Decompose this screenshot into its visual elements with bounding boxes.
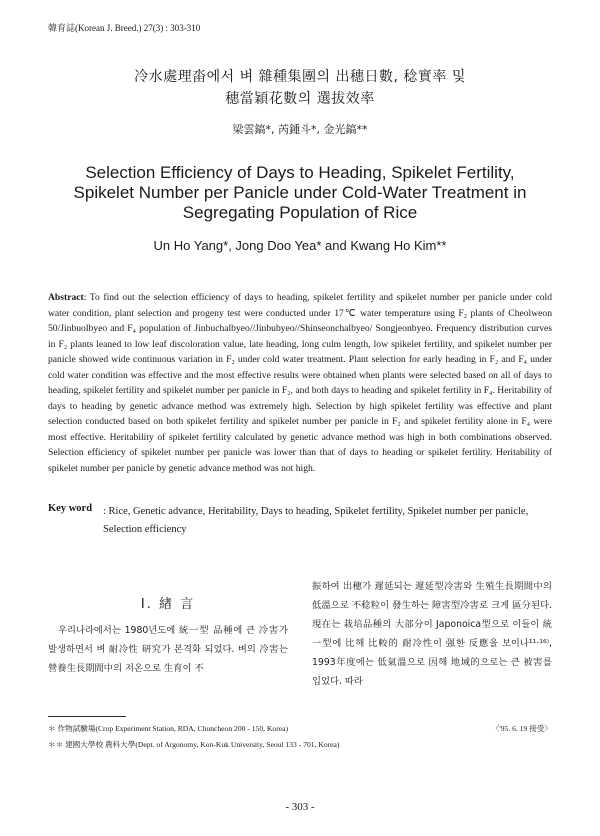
english-title-line-2: Spikelet Number per Panicle under Cold-Water Treatment in [73, 183, 527, 202]
english-title-line-1: Selection Efficiency of Days to Heading, Spikelet Fertility, [85, 163, 515, 182]
journal-header: 韓育誌(Korean J. Breed.) 27(3) : 303-310 [48, 23, 201, 33]
abstract-label: Abstract [48, 292, 84, 303]
keyword-label: Key word [48, 503, 93, 514]
footnote-affiliation-1: ＊ 作物試驗場(Crop Experiment Station, RDA, Chuncheon 200 - 150, Korea) [48, 724, 289, 733]
keyword-text: : Rice, Genetic advance, Heritability, Days to heading, Spikelet fertility, Spikelet number per panicle, Selection efficiency [103, 506, 529, 535]
abstract-text: : To find out the selection efficiency of days to heading, spikelet fertility and spikelet number per panicle under cold water condition, plant selection and progeny test were conducted under 17℃ water temperature using F₂ plants of Cheolweon 50/Jinbuolbyeo and F₄ population of Jinbuchalbyeo//Jinbubyeo//Shinseonchalbyeo/ Songjeonbyeo. Frequency distribution curves in F₂ plants leaned to low leaf discoloration value, late heading, long culm length, low spikelet fertility, and spikelet number per panicle showed wide continuous variation in F₂ under cold water treatment. Plant selection for early heading in F₂ and F₄ under cold water condition was effective and the most effective results were obtained when plants were selected based on all of days to heading, spikelet fertility and spikelet number per panicle in F₂, and both days to heading and spikelet fertility in F₄. Heritability of days to heading by genetic advance method was extremely high. Selection by high spikelet fertility was effective and plant selection conducted based on both spikelet fertility and spikelet number per panicle in F₂ and spikelet fertility alone in F₄ were most effective. Heritability of spikelet fertility calculated by genetic advance method was high in both combinations observed. Selection efficiency of spikelet number per panicle was lower than that of days to heading or spikelet fertility. Heritability of spikelet number per panicle by genetic advance method was not high. [48, 292, 552, 474]
body-column-right: 振하여 出穗가 遲延되는 遲延型冷害와 生殖生長期間中의 低溫으로 不稔粒이 發生하는 障害型冷害로 크게 區分된다. 現在는 栽培品種의 大部分이 Japonoica型으로 이들이 統一型에 比해 比較的 耐冷性이 强한 反應을 보이나¹¹·¹⁶⁾, 1993年度에는 低氣溫으로 因해 地域的으로는 큰 被害를 입었다. 따라 [312, 581, 552, 687]
received-date: 〈'95. 6. 19 接受〉 [491, 724, 552, 733]
english-authors: Un Ho Yang*, Jong Doo Yea* and Kwang Ho Kim** [153, 238, 447, 253]
footnote-rule [48, 716, 126, 717]
english-title-line-3: Segregating Population of Rice [182, 203, 418, 222]
page-number: - 303 - [285, 801, 315, 813]
korean-title-line-1: 冷水處理畓에서 벼 雜種集團의 出穗日數, 稔實率 및 [134, 69, 466, 85]
section-heading: Ⅰ. 緖 言 [140, 597, 196, 612]
korean-authors: 梁雲鎬*, 芮鍾斗*, 金光鎬** [232, 123, 368, 136]
footnote-affiliation-2: ＊＊ 建國大學校 農科大學(Dept. of Argonomy, Kon-Kuk University, Seoul 133 - 701, Korea) [48, 740, 340, 749]
korean-title-line-2: 穗當穎花數의 選拔效率 [225, 91, 375, 107]
abstract [48, 290, 552, 476]
body-column-left: 우리나라에서는 1980년도에 統一型 品種에 큰 冷害가 발생하면서 벼 耐冷性 研究가 본격화 되었다. 벼의 冷害는 營養生長期間中의 저온으로 生育이 不 [48, 625, 288, 674]
